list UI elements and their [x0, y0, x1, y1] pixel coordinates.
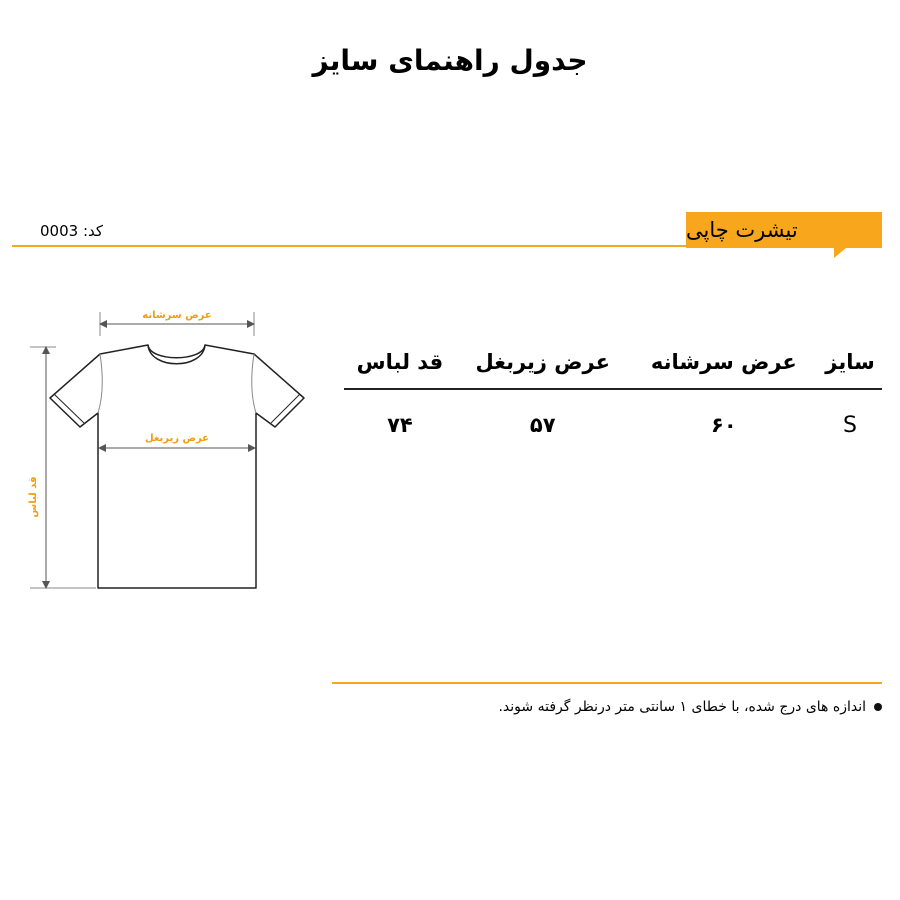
length-label: قد لباس [28, 476, 39, 518]
shoulder-label: عرض سرشانه [142, 310, 212, 321]
tshirt-outline [50, 345, 304, 588]
cell-chest: ۵۷ [529, 413, 556, 437]
product-code: کد: 0003 [40, 222, 104, 240]
column-header-shoulder: عرض سرشانه [630, 336, 818, 389]
cell-length: ۷۴ [387, 413, 413, 437]
shoulder-measure [100, 310, 254, 336]
measurement-note [498, 699, 882, 715]
cell-size: S [843, 412, 857, 438]
length-measure [28, 347, 96, 588]
chest-measure [102, 433, 252, 448]
table-row [344, 389, 882, 460]
header-divider [12, 245, 686, 247]
footer-divider [332, 682, 882, 684]
column-header-chest: عرض زیربغل [456, 336, 630, 389]
column-header-length: قد لباس [344, 336, 456, 389]
cell-shoulder: ۶۰ [711, 413, 737, 437]
tshirt-diagram [0, 290, 320, 610]
tag-pointer [834, 248, 846, 258]
product-name-tag [686, 212, 882, 248]
bullet-icon [874, 703, 882, 711]
column-header-size: سایز [818, 336, 882, 389]
note-text: اندازه های درج شده، با خطای ۱ سانتی متر درنظر گرفته شوند. [498, 699, 866, 715]
product-name: تیشرت چاپی [686, 218, 798, 242]
size-table [344, 336, 882, 460]
page-title: جدول راهنمای سایز [312, 44, 588, 77]
chest-label: عرض زیربغل [144, 433, 210, 444]
table-header-row [344, 336, 882, 389]
